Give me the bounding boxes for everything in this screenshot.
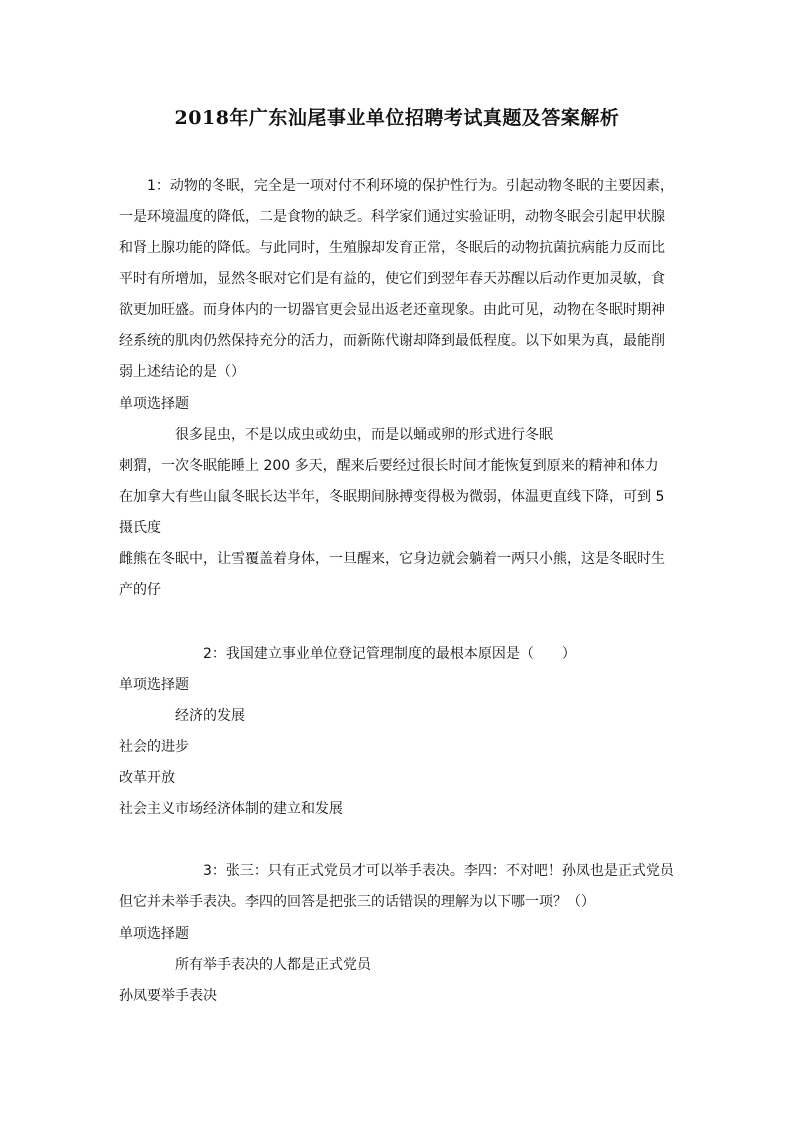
- q1-stem-line: 1：动物的冬眠，完全是一项对付不利环境的保护性行为。引起动物冬眠的主要因素，: [147, 178, 674, 194]
- q3-type-label: 单项选择题: [119, 926, 189, 942]
- q1-option-line: 产的仔: [119, 582, 161, 598]
- q2-stem-line: 2：我国建立事业单位登记管理制度的最根本原因是（ ）: [203, 646, 576, 662]
- q2-option-line: 社会的进步: [119, 739, 189, 755]
- q1-stem-line: 和肾上腺功能的降低。与此同时，生殖腺却发育正常，冬眠后的动物抗菌抗病能力反而比: [119, 240, 665, 256]
- q1-stem-line: 欲更加旺盛。而身体内的一切器官更会显出返老还童现象。由此可见，动物在冬眠时期神: [119, 302, 665, 318]
- q2-option-line: 改革开放: [119, 770, 175, 786]
- q1-option-line: 雌熊在冬眠中，让雪覆盖着身体，一旦醒来，它身边就会躺着一两只小熊，这是冬眠时生: [119, 551, 665, 567]
- q1-stem-line: 平时有所增加，显然冬眠对它们是有益的，使它们到翌年春天苏醒以后动作更加灵敏，食: [119, 271, 665, 287]
- page-title: 2018年广东汕尾事业单位招聘考试真题及答案解析: [174, 107, 620, 129]
- q1-type-label: 单项选择题: [119, 396, 189, 412]
- q1-option-line: 刺猬，一次冬眠能睡上 200 多天，醒来后要经过很长时间才能恢复到原来的精神和体力: [119, 458, 659, 474]
- q3-stem-line: 3：张三：只有正式党员才可以举手表决。李四：不对吧！孙凤也是正式党员: [203, 863, 674, 879]
- q1-stem-line: 一是环境温度的降低，二是食物的缺乏。科学家们通过实验证明，动物冬眠会引起甲状腺: [119, 209, 665, 225]
- q3-option-line: 所有举手表决的人都是正式党员: [175, 957, 371, 973]
- q1-option-line: 在加拿大有些山鼠冬眠长达半年，冬眠期间脉搏变得极为微弱，体温更直线下降，可到 5: [119, 489, 665, 505]
- q2-option-line: 经济的发展: [175, 708, 245, 724]
- q3-stem-line: 但它并未举手表决。李四的回答是把张三的话错误的理解为以下哪一项？（）: [119, 894, 595, 910]
- q3-option-line: 孙凤要举手表决: [119, 988, 217, 1004]
- q1-option-line: 很多昆虫，不是以成虫或幼虫，而是以蛹或卵的形式进行冬眠: [175, 427, 553, 443]
- q1-stem-line: 弱上述结论的是（）: [119, 364, 245, 380]
- q2-option-line: 社会主义市场经济体制的建立和发展: [119, 801, 343, 817]
- q2-type-label: 单项选择题: [119, 677, 189, 693]
- q1-stem-line: 经系统的肌肉仍然保持充分的活力，而新陈代谢却降到最低程度。以下如果为真，最能削: [119, 333, 665, 349]
- q1-option-line: 摄氏度: [119, 520, 161, 536]
